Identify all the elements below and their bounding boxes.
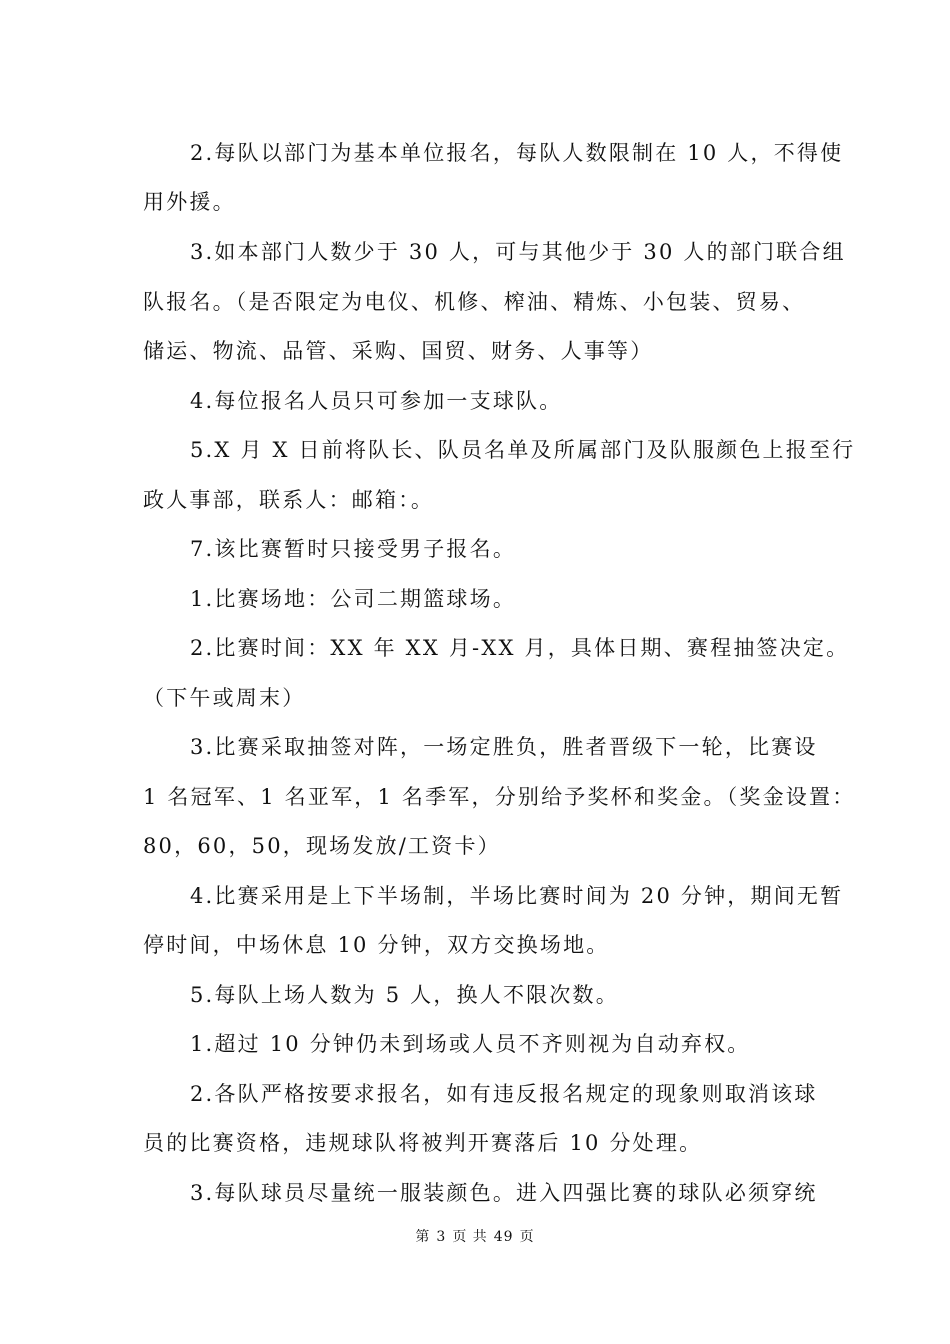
page-number: 3 [436, 1229, 447, 1245]
paragraph-line: 5.X 月 X 日前将队长、队员名单及所属部门及队服颜色上报至行 [190, 438, 856, 462]
paragraph-line: 4.比赛采用是上下半场制，半场比赛时间为 20 分钟，期间无暂 [190, 884, 844, 908]
paragraph-line: （下午或周末） [143, 686, 306, 710]
paragraph-line: 队报名。（是否限定为电仪、机修、榨油、精炼、小包装、贸易、 [143, 290, 806, 314]
paragraph-line: 80，60，50，现场发放/工资卡） [143, 834, 501, 858]
paragraph-line: 1.比赛场地：公司二期篮球场。 [190, 587, 517, 611]
paragraph-line: 4.每位报名人员只可参加一支球队。 [190, 389, 563, 413]
paragraph-line: 2.每队以部门为基本单位报名，每队人数限制在 10 人，不得使 [190, 141, 844, 165]
paragraph-line: 储运、物流、品管、采购、国贸、财务、人事等） [143, 339, 654, 363]
paragraph-line: 1.超过 10 分钟仍未到场或人员不齐则视为自动弃权。 [190, 1032, 751, 1056]
footer-prefix: 第 [415, 1229, 431, 1245]
total-pages: 49 [493, 1229, 514, 1245]
paragraph-line: 2.比赛时间：XX 年 XX 月-XX 月，具体日期、赛程抽签决定。 [190, 636, 850, 660]
footer-suffix: 页 [519, 1229, 535, 1245]
paragraph-line: 政人事部，联系人：邮箱：。 [143, 488, 435, 512]
paragraph-line: 2.各队严格按要求报名，如有违反报名规定的现象则取消该球 [190, 1082, 818, 1106]
footer-middle: 页 共 [452, 1229, 488, 1245]
paragraph-line: 停时间，中场休息 10 分钟，双方交换场地。 [143, 933, 610, 957]
paragraph-line: 3.如本部门人数少于 30 人，可与其他少于 30 人的部门联合组 [190, 240, 846, 264]
page-footer [0, 1226, 950, 1246]
paragraph-line: 3.每队球员尽量统一服装颜色。进入四强比赛的球队必须穿统 [190, 1181, 818, 1205]
paragraph-line: 用外援。 [143, 190, 236, 214]
paragraph-line: 7.该比赛暂时只接受男子报名。 [190, 537, 517, 561]
paragraph-line: 员的比赛资格，违规球队将被判开赛落后 10 分处理。 [143, 1131, 703, 1155]
paragraph-line: 5.每队上场人数为 5 人，换人不限次数。 [190, 983, 619, 1007]
paragraph-line: 1 名冠军、1 名亚军，1 名季军，分别给予奖杯和奖金。（奖金设置： [143, 785, 856, 809]
paragraph-line: 3.比赛采取抽签对阵，一场定胜负，胜者晋级下一轮，比赛设 [190, 735, 818, 759]
